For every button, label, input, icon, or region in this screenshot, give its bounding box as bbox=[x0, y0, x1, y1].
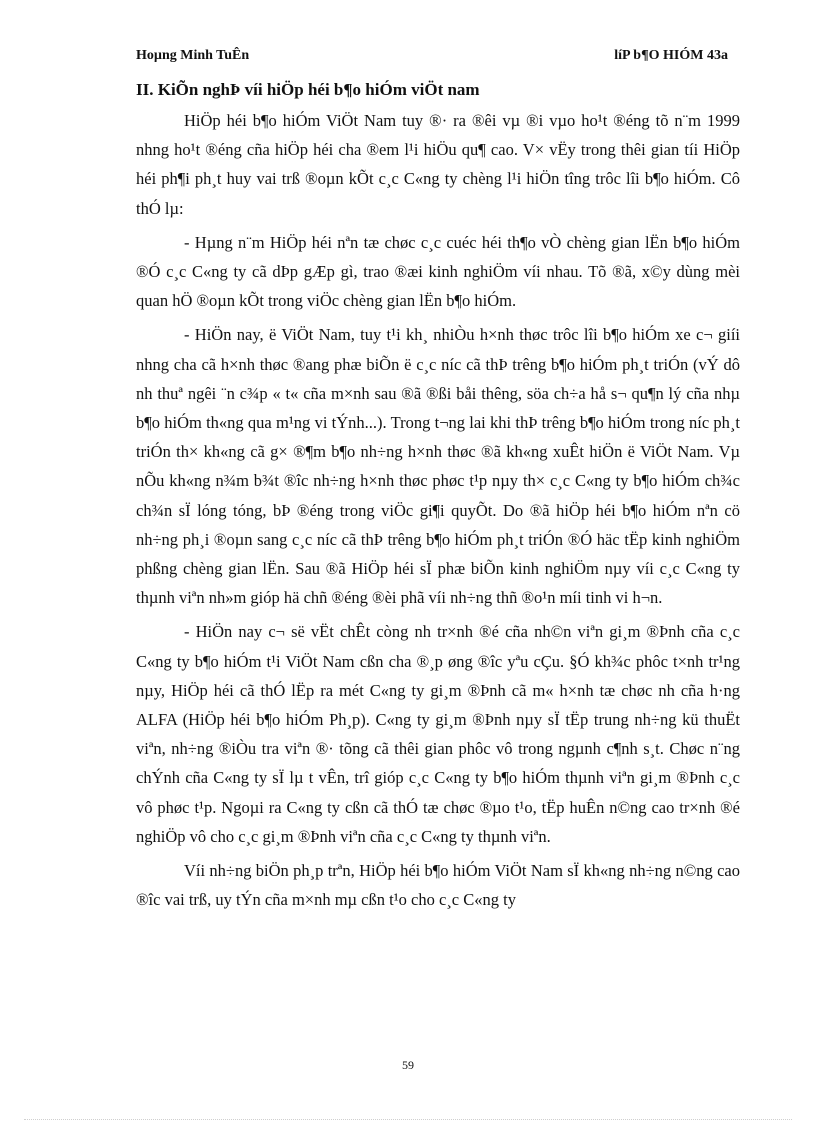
header-author: Hoµng Minh TuÊn bbox=[136, 48, 250, 63]
paragraph-assessment-company: - HiÖn nay c¬ së vËt chÊt còng nh tr×nh ®é cña nh©n viªn gi¸m ®Þnh cña c¸c C«ng ty b¶o hiÓm t¹i ViÖt Nam cßn cha ®¸p øng ®îc yªu cÇu. §Ó kh¾c phôc t×nh tr¹ng nµy, HiÖp héi cã thÓ lËp ra mét C«ng ty gi¸m ®Þnh cã m« h×nh tæ chøc nh cña h·ng ALFA (HiÖp héi b¶o hiÓm Ph¸p). C«ng ty gi¸m ®Þnh nµy sÏ tËp trung nh÷ng kü thuËt viªn, nh÷ng ®iÒu tra viªn ®· tõng cã thêi gian phôc vô trong ngµnh c¶nh s¸t. Chøc n¨ng chÝnh cña C«ng ty sÏ lµ t vÊn, trî gióp c¸c C«ng ty b¶o hiÓm thµnh viªn gi¸m ®Þnh c¸c vô phøc t¹p. Ngoµi ra C«ng ty cßn cã thÓ tæ chøc ®µo t¹o, tËp huÊn n©ng cao tr×nh ®é nghiÖp vô cho c¸c gi¸m ®Þnh viªn cña c¸c C«ng ty thµnh viªn. bbox=[136, 622, 740, 846]
header-course: líP b¶O HIÓM 43a bbox=[614, 48, 728, 63]
paragraph-conclusion: Víi nh÷ng biÖn ph¸p trªn, HiÖp héi b¶o hiÓm ViÖt Nam sÏ kh«ng nh÷ng n©ng cao ®îc vai trß, uy tÝn cña m×nh mµ cßn t¹o cho c¸c C«ng ty bbox=[136, 861, 740, 910]
page-number: 59 bbox=[402, 1058, 414, 1072]
body-text bbox=[136, 106, 740, 919]
paragraph-intro: HiÖp héi b¶o hiÓm ViÖt Nam tuy ®· ra ®êi vµ ®i vµo ho¹t ®éng tõ n¨m 1999 nhng ho¹t ®éng cña hiÖp héi cha ®em l¹i hiÖu qu¶ cao. V× vËy trong thêi gian tíi HiÖp héi ph¶i ph¸t huy vai trß ®oµn kÕt c¸c C«ng ty chèng l¹i hiÖn tîng trôc lîi b¶o hiÓm. Cô thÓ lµ: bbox=[136, 111, 740, 218]
page-bottom-divider bbox=[24, 1119, 792, 1120]
paragraph-foreign-experience: - HiÖn nay, ë ViÖt Nam, tuy t¹i kh¸ nhiÒu h×nh thøc trôc lîi b¶o hiÓm xe c¬ giíi nhng cha cã h×nh thøc ®ang phæ biÕn ë c¸c níc cã thÞ trêng b¶o hiÓm ph¸t triÓn (vÝ dô nh thuª ngêi ¨n c¾p « t« cña m×nh sau ®ã ®ßi båi thêng, söa ch÷a hå s¬ qu¶n lý cña nhµ b¶o hiÓm th«ng qua m¹ng vi tÝnh...). Trong t¬ng lai khi thÞ trêng b¶o hiÓm trong níc ph¸t triÓn th× kh«ng cã g× ®¶m b¶o nh÷ng h×nh thøc ®ã kh«ng xuÊt hiÖn ë ViÖt Nam. Vµ nÕu kh«ng n¾m b¾t ®îc nh÷ng h×nh thøc phøc t¹p nµy th× c¸c C«ng ty b¶o hiÓm ch¾c ch¾n sÏ lóng tóng, bÞ ®éng trong viÖc gi¶i quyÕt. Do ®ã hiÖp héi b¶o hiÓm nªn cö nh÷ng ph¸i ®oµn sang c¸c níc cã thÞ trêng b¶o hiÓm ph¸t triÓn ®Ó häc tËp kinh nghiÖm phßng chèng gian lËn. Sau ®ã HiÖp héi sÏ phæ biÕn kinh nghiÖm nµy víi c¸c C«ng ty thµnh viªn nh»m gióp hä chñ ®éng ®èi phã víi nh÷ng thñ ®o¹n míi tinh vi h¬n. bbox=[136, 325, 740, 608]
section-title: II. KiÕn nghÞ víi hiÖp héi b¶o hiÓm viÖt nam bbox=[136, 80, 480, 99]
page-header bbox=[136, 48, 728, 70]
paragraph-conferences: - Hµng n¨m HiÖp héi nªn tæ chøc c¸c cuéc héi th¶o vÒ chèng gian lËn b¶o hiÓm ®Ó c¸c C«ng ty cã dÞp gÆp gì, trao ®æi kinh nghiÖm víi nhau. Tõ ®ã, x©y dùng mèi quan hÖ ®oµn kÕt trong viÖc chèng gian lËn b¶o hiÓm. bbox=[136, 232, 740, 311]
